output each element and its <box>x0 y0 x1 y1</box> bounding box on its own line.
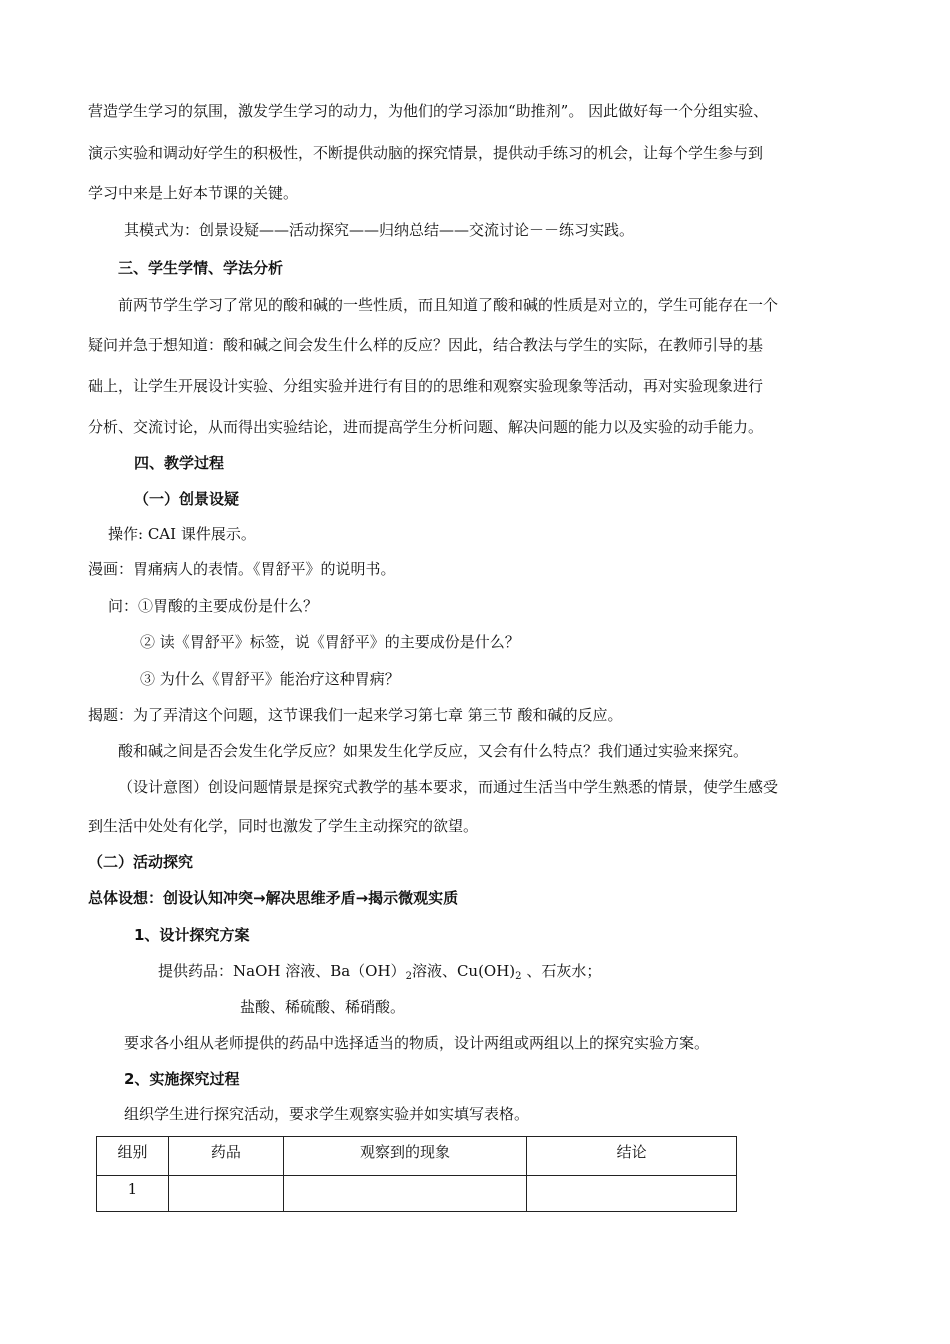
section-heading-4: 四、教学过程 <box>134 454 225 472</box>
para-line: 营造学生学习的氛围，激发学生学习的动力，为他们的学习添加“助推剂”。 因此做好每一个分组实验、 <box>88 102 769 120</box>
organize-line: 组织学生进行探究活动，要求学生观察实验并如实填写表格。 <box>124 1105 530 1123</box>
table-cell <box>527 1176 737 1212</box>
intent-line: （设计意图）创设问题情景是探究式教学的基本要求，而通过生活当中学生熟悉的情景，使学生感受 <box>118 778 779 796</box>
cartoon-line: 漫画：胃痛病人的表情。《胃舒平》的说明书。 <box>88 560 396 578</box>
table-cell: 1 <box>97 1176 169 1212</box>
question-2: ② 读《胃舒平》标签，说《胃舒平》的主要成份是什么？ <box>140 633 520 651</box>
para-line: 础上，让学生开展设计实验、分组实验并进行有目的的思维和观察实验现象等活动，再对实验现象进行 <box>88 377 764 395</box>
para-line: 学习中来是上好本节课的关键。 <box>88 184 299 202</box>
question-3: ③ 为什么《胃舒平》能治疗这种胃病？ <box>140 670 400 688</box>
table-header-cell: 组别 <box>97 1137 169 1176</box>
operation-line: 操作: CAI 课件展示。 <box>108 525 256 543</box>
table-header-row <box>97 1137 737 1176</box>
para-line: 前两节学生学习了常见的酸和碱的一些性质，而且知道了酸和碱的性质是对立的，学生可能存在一个 <box>118 296 779 314</box>
para-line: 演示实验和调动好学生的积极性，不断提供动脑的探究情景，提供动手练习的机会，让每个学生参与到 <box>88 144 764 162</box>
drugs-line: 提供药品：NaOH 溶液、$Ba(OH)_2$溶液、$Cu(OH)_2$ 、石灰水； <box>158 962 602 982</box>
ask-line: 酸和碱之间是否会发生化学反应？如果发生化学反应，又会有什么特点？我们通过实验来探究。 <box>118 742 749 760</box>
question-1: 问：①胃酸的主要成份是什么？ <box>108 597 319 615</box>
intent-line: 到生活中处处有化学，同时也激发了学生主动探究的欲望。 <box>88 817 479 835</box>
para-line: 疑问并急于想知道：酸和碱之间会发生什么样的反应？因此，结合教法与学生的实际，在教师引导的基 <box>88 336 764 354</box>
table-header-cell: 药品 <box>168 1137 283 1176</box>
table-header-cell: 观察到的现象 <box>283 1137 527 1176</box>
table-row <box>97 1176 737 1212</box>
table-cell <box>283 1176 527 1212</box>
step-1-heading: 1、设计探究方案 <box>134 926 250 944</box>
table-cell <box>168 1176 283 1212</box>
reveal-line: 揭题：为了弄清这个问题，这节课我们一起来学习第七章 第三节 酸和碱的反应。 <box>88 706 623 724</box>
subsection-heading-1: （一）创景设疑 <box>134 490 240 508</box>
step-2-heading: 2、实施探究过程 <box>124 1070 240 1088</box>
overall-idea: 总体设想：创设认知冲突→解决思维矛盾→揭示微观实质 <box>88 889 459 907</box>
section-heading-3: 三、学生学情、学法分析 <box>118 259 284 277</box>
subsection-heading-2: （二）活动探究 <box>88 853 194 871</box>
mode-line: 其模式为：创景设疑——活动探究——归纳总结——交流讨论－－练习实践。 <box>124 221 635 239</box>
results-table <box>96 1136 737 1212</box>
requirement-line: 要求各小组从老师提供的药品中选择适当的物质，设计两组或两组以上的探究实验方案。 <box>124 1034 710 1052</box>
para-line: 分析、交流讨论，从而得出实验结论，进而提高学生分析问题、解决问题的能力以及实验的动手能力。 <box>88 418 764 436</box>
acids-line: 盐酸、稀硫酸、稀硝酸。 <box>240 998 406 1016</box>
table-header-cell: 结论 <box>527 1137 737 1176</box>
